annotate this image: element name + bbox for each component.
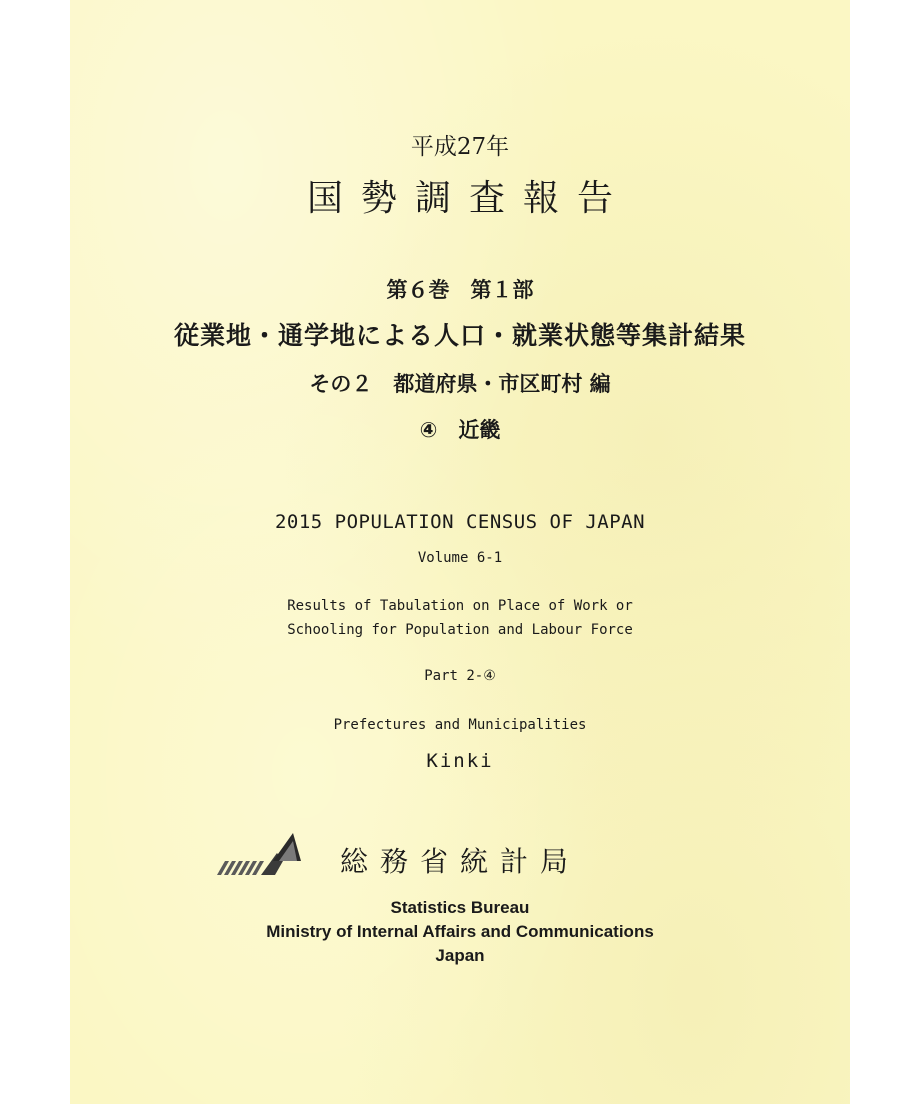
publisher-line-1: Statistics Bureau — [390, 898, 530, 917]
part-heading: その２ 都道府県・市区町村 編 — [309, 372, 611, 396]
report-title: 国勢調査報告 — [306, 178, 631, 219]
volume-heading: 第６巻 第１部 — [386, 278, 534, 302]
english-title: 2015 POPULATION CENSUS OF JAPAN — [274, 511, 646, 533]
english-prefectures: Prefectures and Municipalities — [333, 717, 587, 733]
publisher-line-2: Ministry of Internal Affairs and Communications — [266, 922, 654, 941]
logo-stripes — [217, 861, 264, 875]
era-year: 平成27年 — [410, 134, 510, 160]
publisher-name-jp: 総務省統計局 — [340, 845, 581, 878]
region-heading: ④ 近畿 — [419, 418, 501, 442]
report-subtitle: 従業地・通学地による人口・就業状態等集計結果 — [173, 321, 746, 350]
publisher-line-3: Japan — [435, 946, 485, 965]
cover-page — [70, 0, 850, 1104]
english-results-line-2: Schooling for Population and Labour Force — [287, 622, 633, 638]
english-volume: Volume 6-1 — [417, 550, 503, 566]
english-results-line-1: Results of Tabulation on Place of Work or — [287, 598, 633, 614]
statistics-bureau-logo-icon — [217, 831, 301, 877]
english-part: Part 2-④ — [424, 668, 496, 684]
english-region: Kinki — [426, 750, 494, 772]
